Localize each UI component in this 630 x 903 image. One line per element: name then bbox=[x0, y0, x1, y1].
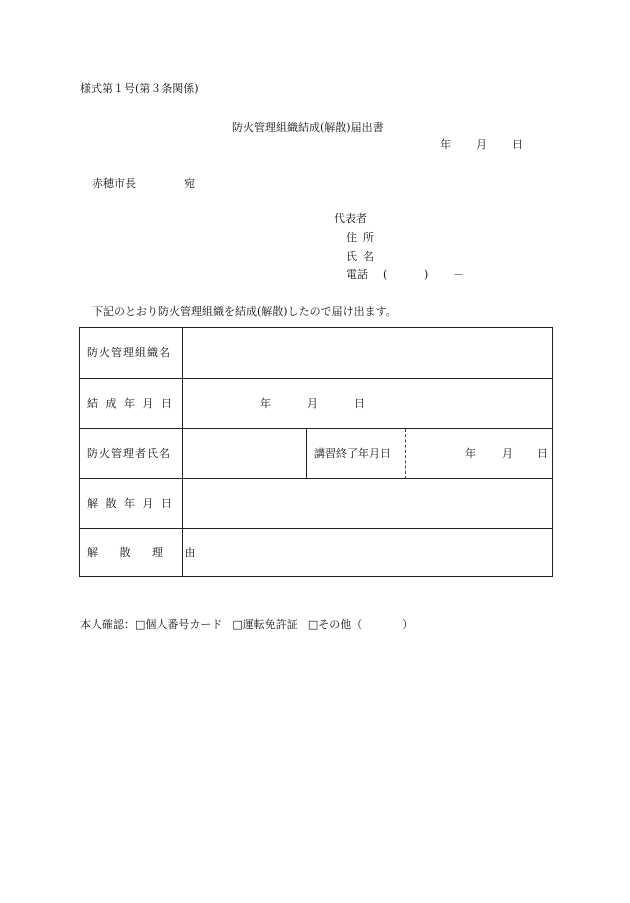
header-date-year: 年 bbox=[440, 138, 451, 151]
formation-date-month: 月 bbox=[307, 397, 318, 410]
phone-dash: － bbox=[453, 268, 464, 281]
course-end-date-label: 講習終了年月日 bbox=[314, 447, 391, 460]
phone-paren-close: ) bbox=[424, 268, 429, 281]
row-dissolution-reason bbox=[80, 528, 552, 576]
header-date-day: 日 bbox=[512, 138, 523, 151]
representative-label: 代表者 bbox=[334, 212, 367, 225]
course-end-month: 月 bbox=[502, 447, 513, 460]
label-divider bbox=[182, 328, 183, 378]
phone-paren-open: ( bbox=[383, 268, 388, 281]
course-end-year: 年 bbox=[465, 447, 476, 460]
address-label: 住所 bbox=[346, 231, 380, 244]
row-formation-date bbox=[80, 378, 552, 428]
cell-divider bbox=[306, 429, 307, 479]
form-reference: 様式第１号(第３条関係) bbox=[80, 82, 199, 95]
checkbox-my-number-card[interactable]: □個人番号カード bbox=[135, 618, 223, 631]
label-divider bbox=[182, 479, 183, 529]
row-fire-manager bbox=[80, 428, 552, 478]
organization-name-label: 防火管理組織名 bbox=[87, 346, 171, 359]
header-date-month: 月 bbox=[476, 138, 487, 151]
statement-text: 下記のとおり防火管理組織を結成(解散)したので届け出ます。 bbox=[92, 305, 397, 318]
formation-date-year: 年 bbox=[260, 397, 271, 410]
checkbox-drivers-license[interactable]: □運転免許証 bbox=[232, 618, 298, 631]
organization-name-field[interactable] bbox=[186, 328, 550, 377]
formation-date-label: 結 成 年 月 日 bbox=[87, 397, 174, 410]
addressee-name: 赤穂市長 bbox=[92, 177, 136, 190]
dissolution-date-field[interactable] bbox=[186, 479, 550, 528]
row-dissolution-date bbox=[80, 478, 552, 528]
label-divider bbox=[182, 429, 183, 479]
row-organization-name bbox=[80, 328, 552, 378]
formation-date-day: 日 bbox=[354, 397, 365, 410]
other-paren-close: ） bbox=[402, 618, 414, 631]
label-divider bbox=[182, 379, 183, 429]
manager-name-field[interactable] bbox=[186, 429, 304, 478]
notification-table bbox=[79, 327, 553, 577]
identity-check-label: 本人確認： bbox=[80, 618, 135, 631]
name-label: 氏名 bbox=[346, 250, 380, 263]
dissolution-date-label: 解 散 年 月 日 bbox=[87, 497, 174, 510]
phone-label: 電話 bbox=[346, 268, 368, 281]
form-title: 防火管理組織結成(解散)届出書 bbox=[232, 121, 384, 134]
manager-name-label: 防火管理者氏名 bbox=[87, 447, 171, 460]
course-end-day: 日 bbox=[537, 447, 548, 460]
dissolution-reason-label: 解 散 理 由 bbox=[87, 546, 205, 559]
checkbox-other[interactable]: □その他（ bbox=[307, 618, 363, 631]
addressee-suffix: 宛 bbox=[184, 177, 195, 190]
dissolution-reason-field[interactable] bbox=[186, 529, 550, 576]
dashed-divider bbox=[405, 429, 406, 479]
identity-check bbox=[80, 619, 413, 630]
